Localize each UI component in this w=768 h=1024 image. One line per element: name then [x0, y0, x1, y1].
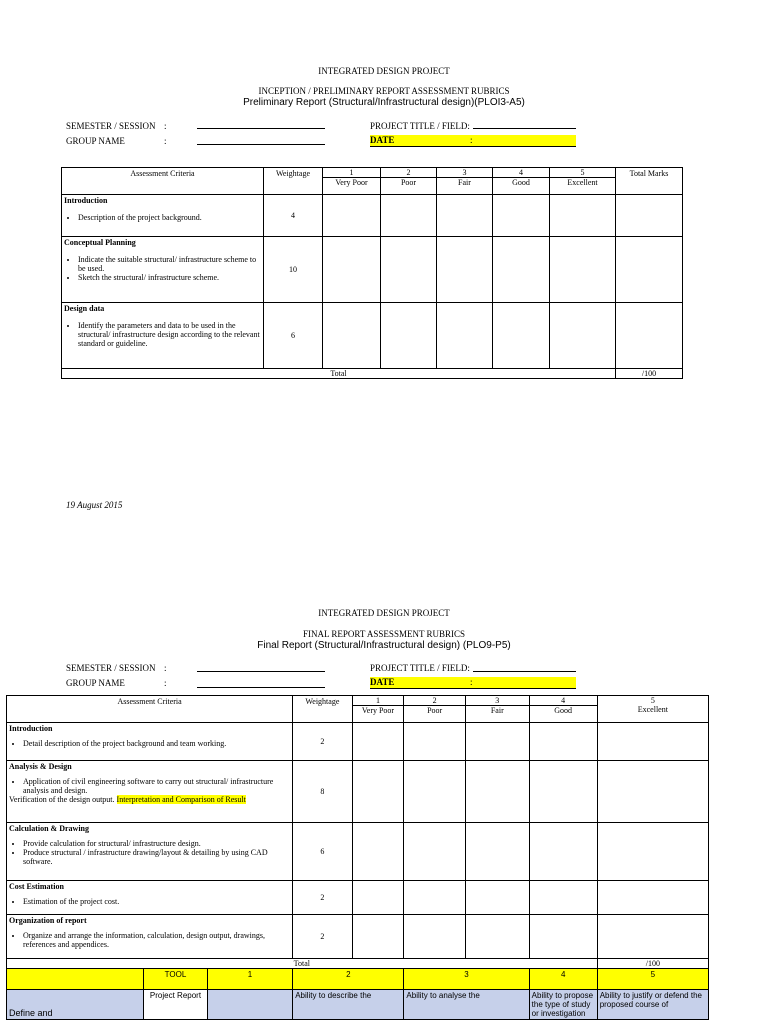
page1-title: INTEGRATED DESIGN PROJECT — [318, 66, 450, 76]
date-label: DATE — [370, 677, 395, 687]
semester-colon: : — [164, 663, 167, 673]
section-title: Calculation & Drawing — [9, 824, 89, 833]
table-row — [62, 237, 683, 303]
criteria-cell — [7, 915, 293, 959]
project-title-line — [473, 671, 576, 672]
tool-header: TOOL — [144, 969, 208, 990]
header-excellent: Excellent — [637, 705, 668, 714]
header-weightage: Weightage — [264, 168, 323, 195]
semester-colon: : — [164, 121, 167, 131]
header-score-1: 1 — [323, 168, 381, 178]
header-total-marks: Total Marks — [616, 168, 683, 195]
level-5-cell: Ability to justify or defend the proposed course of — [597, 990, 708, 1020]
page2-title: INTEGRATED DESIGN PROJECT — [318, 608, 450, 618]
table-row — [7, 723, 709, 761]
level-3-cell: Ability to analyse the — [404, 990, 529, 1020]
header-score-5: 5 — [550, 168, 616, 178]
project-title-label: PROJECT TITLE / FIELD: — [370, 663, 470, 673]
page2-subtitle2: Final Report (Structural/Infrastructural design) (PLO9-P5) — [257, 640, 511, 651]
weight-cell: 6 — [264, 303, 323, 369]
section-title: Cost Estimation — [9, 882, 64, 891]
total-value: /100 — [597, 959, 708, 969]
header-excellent: Excellent — [550, 178, 616, 195]
criteria-item: • Organize and arrange the information, calculation, design output, drawings, references and appendices. — [23, 931, 290, 949]
weight-cell: 2 — [293, 881, 352, 915]
criteria-item: • Identify the parameters and data to be used in the structural/ infrastructure design according to the relevant standard or guideline. — [78, 321, 261, 348]
criteria-item: • Estimation of the project cost. — [23, 897, 290, 906]
tool-col-4: 4 — [529, 969, 597, 990]
weight-cell: 4 — [264, 195, 323, 237]
total-value: /100 — [616, 369, 683, 379]
criteria-highlight: Interpretation and Comparison of Result — [116, 795, 246, 804]
row-label: Define and — [7, 990, 144, 1020]
header-weightage: Weightage — [293, 696, 352, 723]
criteria-item: • Indicate the suitable structural/ infrastructure scheme to be used. — [78, 255, 261, 273]
header-score-4: 4 — [529, 696, 597, 706]
table-row — [7, 915, 709, 959]
definition-row — [7, 990, 709, 1020]
header-poor: Poor — [381, 178, 437, 195]
header-very-poor: Very Poor — [323, 178, 381, 195]
footer-date: 19 August 2015 — [66, 500, 123, 510]
criteria-extra: Verification of the design output. — [9, 795, 115, 804]
criteria-item: • Provide calculation for structural/ infrastructure design. — [23, 839, 290, 848]
group-name-label: GROUP NAME — [66, 678, 125, 688]
weight-cell: 2 — [293, 723, 352, 761]
criteria-item: • Description of the project background. — [78, 213, 261, 222]
header-fair: Fair — [437, 178, 493, 195]
section-title: Design data — [64, 304, 105, 313]
table-row — [62, 195, 683, 237]
weight-cell: 2 — [293, 915, 352, 959]
project-title-label: PROJECT TITLE / FIELD: — [370, 121, 470, 131]
table-row — [7, 881, 709, 915]
date-field — [370, 135, 576, 147]
tool-col-3: 3 — [404, 969, 529, 990]
criteria-item: • Application of civil engineering software to carry out structural/ infrastructure analysis and design. — [23, 777, 290, 795]
tool-col-5: 5 — [597, 969, 708, 990]
header-score-2: 2 — [381, 168, 437, 178]
header-score-3: 3 — [437, 168, 493, 178]
tool-col-2: 2 — [293, 969, 404, 990]
criteria-item: • Detail description of the project background and team working. — [23, 739, 290, 748]
criteria-item: • Sketch the structural/ infrastructure scheme. — [78, 273, 261, 282]
semester-line — [197, 671, 325, 672]
section-title: Conceptual Planning — [64, 238, 136, 247]
criteria-cell — [7, 761, 293, 823]
page1-subtitle2: Preliminary Report (Structural/Infrastructural design)(PLOI3-A5) — [243, 97, 525, 108]
project-title-line — [473, 128, 576, 129]
tool-cell: Project Report — [144, 990, 208, 1020]
weight-cell: 6 — [293, 823, 352, 881]
group-colon: : — [164, 678, 167, 688]
header-score-5: 5 — [650, 696, 655, 705]
group-name-line — [197, 687, 325, 688]
criteria-cell — [62, 237, 264, 303]
weight-cell: 8 — [293, 761, 352, 823]
semester-line — [197, 128, 325, 129]
header-score-5-group — [597, 696, 708, 723]
section-title: Organization of report — [9, 916, 87, 925]
page2-subtitle: FINAL REPORT ASSESSMENT RUBRICS — [302, 629, 466, 639]
header-score-2: 2 — [404, 696, 466, 706]
header-very-poor: Very Poor — [352, 706, 404, 723]
total-label: Total — [62, 369, 616, 379]
tool-col-1: 1 — [207, 969, 292, 990]
weight-cell: 10 — [264, 237, 323, 303]
criteria-cell — [7, 881, 293, 915]
table-row — [7, 761, 709, 823]
total-label: Total — [7, 959, 598, 969]
header-score-3: 3 — [465, 696, 529, 706]
date-colon: : — [470, 135, 473, 145]
group-name-label: GROUP NAME — [66, 136, 125, 146]
header-good: Good — [493, 178, 550, 195]
criteria-cell — [62, 195, 264, 237]
header-good: Good — [529, 706, 597, 723]
group-colon: : — [164, 136, 167, 146]
header-fair: Fair — [465, 706, 529, 723]
date-label: DATE — [370, 135, 395, 145]
date-colon: : — [470, 677, 473, 687]
section-title: Introduction — [64, 196, 108, 205]
semester-label: SEMESTER / SESSION — [66, 663, 156, 673]
criteria-cell — [7, 823, 293, 881]
table-row — [7, 823, 709, 881]
table-row — [62, 303, 683, 369]
criteria-cell — [7, 723, 293, 761]
criteria-cell — [62, 303, 264, 369]
header-score-4: 4 — [493, 168, 550, 178]
level-2-cell: Ability to describe the — [293, 990, 404, 1020]
section-title: Introduction — [9, 724, 53, 733]
level-4-cell: Ability to propose the type of study or investigation — [529, 990, 597, 1020]
header-poor: Poor — [404, 706, 466, 723]
rubric-table-preliminary — [61, 167, 683, 379]
semester-label: SEMESTER / SESSION — [66, 121, 156, 131]
header-criteria: Assessment Criteria — [62, 168, 264, 195]
header-score-1: 1 — [352, 696, 404, 706]
tool-row — [7, 969, 709, 990]
page1-subtitle: INCEPTION / PRELIMINARY REPORT ASSESSMENT RUBRICS — [258, 86, 510, 96]
header-criteria: Assessment Criteria — [7, 696, 293, 723]
rubric-table-final — [6, 695, 709, 1020]
group-name-line — [197, 144, 325, 145]
section-title: Analysis & Design — [9, 762, 72, 771]
criteria-item: • Produce structural / infrastructure drawing/layout & detailing by using CAD software. — [23, 848, 290, 866]
level-1-cell — [207, 990, 292, 1020]
date-field — [370, 677, 576, 689]
